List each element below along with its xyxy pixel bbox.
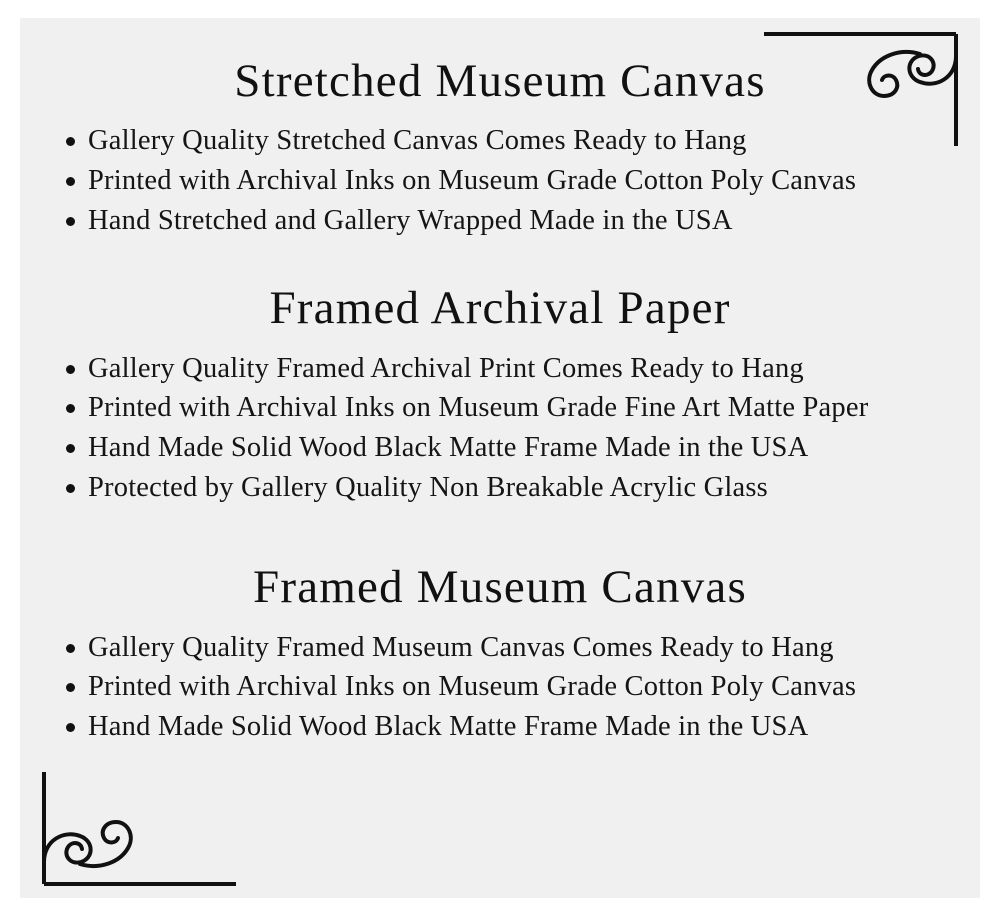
section-title: Framed Museum Canvas xyxy=(253,561,747,614)
section-title: Stretched Museum Canvas xyxy=(234,55,766,107)
list-item: Gallery Quality Stretched Canvas Comes Ready to Hang xyxy=(54,121,954,161)
section-title: Framed Archival Paper xyxy=(269,282,731,335)
list-item: Hand Made Solid Wood Black Matte Frame Made in the USA xyxy=(54,428,954,468)
section-framed-archival-paper xyxy=(46,281,954,508)
list-item: Printed with Archival Inks on Museum Grade Cotton Poly Canvas xyxy=(54,667,954,707)
list-item: Hand Made Solid Wood Black Matte Frame Made in the USA xyxy=(54,707,954,747)
list-item: Protected by Gallery Quality Non Breakable Acrylic Glass xyxy=(54,468,954,508)
info-content xyxy=(20,18,980,898)
info-card xyxy=(20,18,980,898)
feature-list xyxy=(46,121,954,241)
list-item: Hand Stretched and Gallery Wrapped Made in the USA xyxy=(54,201,954,241)
section-spacer xyxy=(46,508,954,560)
section-stretched-museum-canvas xyxy=(46,54,954,241)
list-item: Gallery Quality Framed Museum Canvas Comes Ready to Hang xyxy=(54,628,954,668)
section-framed-museum-canvas xyxy=(46,560,954,747)
list-item: Printed with Archival Inks on Museum Grade Cotton Poly Canvas xyxy=(54,161,954,201)
list-item: Printed with Archival Inks on Museum Grade Fine Art Matte Paper xyxy=(54,388,954,428)
list-item: Gallery Quality Framed Archival Print Comes Ready to Hang xyxy=(54,349,954,389)
feature-list xyxy=(46,628,954,748)
section-spacer xyxy=(46,241,954,281)
feature-list xyxy=(46,349,954,509)
